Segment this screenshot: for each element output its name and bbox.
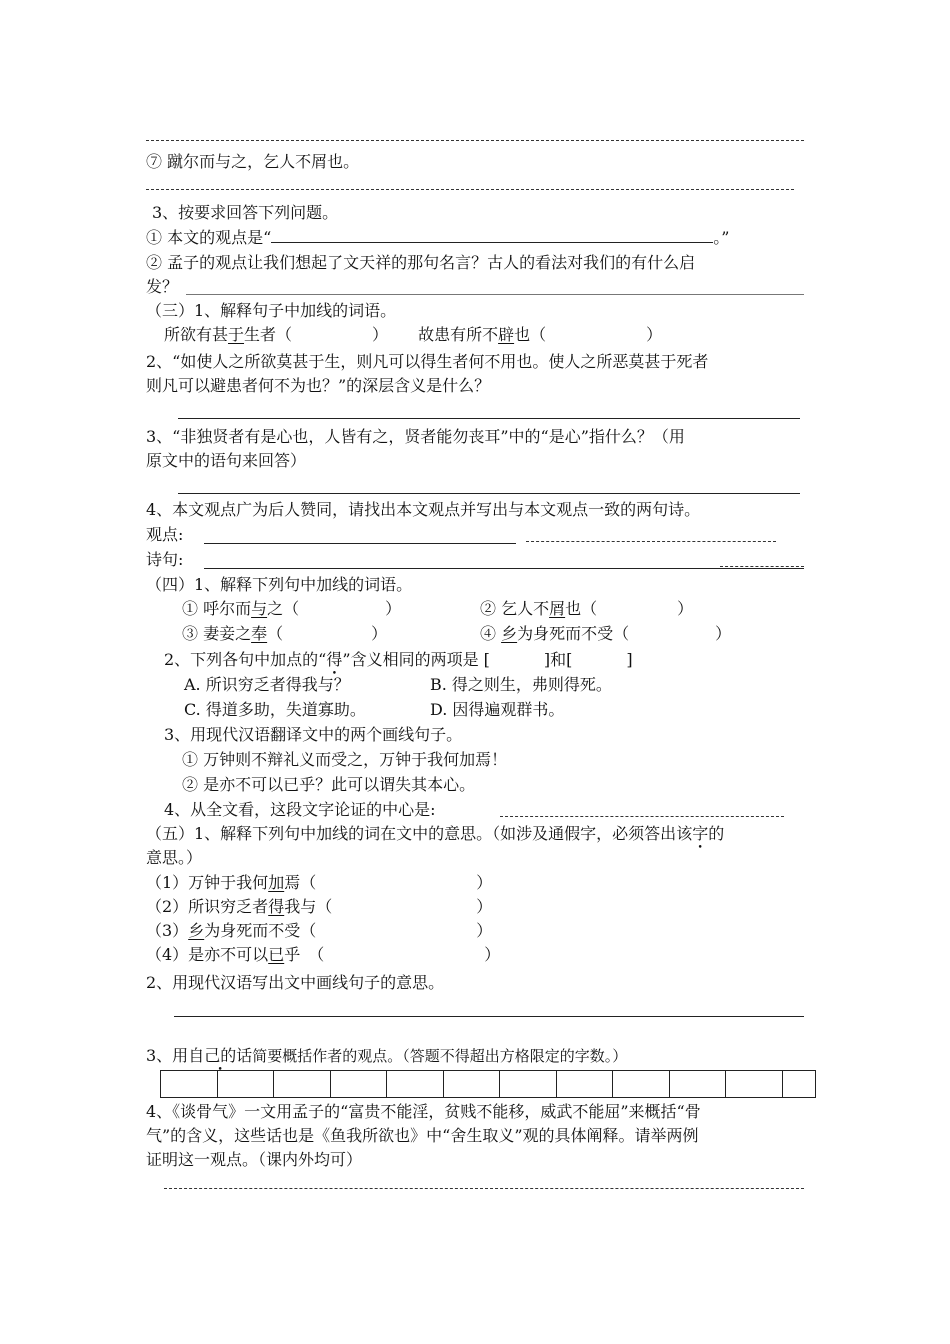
s4-q2-a: 2、下列各句中加点的“ <box>164 650 327 669</box>
s4-q1-4-close: ） <box>715 624 732 643</box>
s5-q1-1-pre: （1）万钟于我何 <box>146 873 269 892</box>
s3-q1b-key: 辟 <box>498 325 515 344</box>
s4-q1-4-post: 为身死而不受（ <box>517 624 630 643</box>
q3-1-prefix: ① 本文的观点是“ <box>146 228 272 247</box>
question-3-1 <box>146 228 729 248</box>
s4-q2-b: ”含义相同的两项是 [ <box>342 650 490 669</box>
s4-q1-3-key: 奉 <box>251 624 268 643</box>
section-4-q3-title: 3、用现代汉语翻译文中的两个画线句子。 <box>164 725 463 744</box>
section-5-q4-line1: 4、《谈骨气》一文用孟子的“富贵不能淫，贫贱不能移，威武不能屈”来概括“骨 <box>146 1102 701 1121</box>
answer-line-1 <box>146 140 804 141</box>
s5-q1-1-post: 焉（ <box>284 873 317 892</box>
view-answer-line[interactable] <box>204 543 516 544</box>
section-3-q1-title: （三）1、解释句子中加线的词语。 <box>146 301 397 320</box>
section-4-q2-title <box>164 650 633 670</box>
section-5-q1-3 <box>146 921 492 941</box>
s5-q1-3-post: 为身死而不受（ <box>204 921 317 940</box>
section-3-q2-line1: 2、“如使人之所欲莫甚于生，则凡可以得生者何不用也。使人之所恶莫甚于死者 <box>146 352 709 371</box>
s5-q1-dot: 该字的 <box>676 824 725 843</box>
s4-q1-2-pre: ② 乞人不 <box>480 599 550 618</box>
section-5-q2: 2、用现代汉语写出文中画线句子的意思。 <box>146 973 445 992</box>
q3-1-suffix: 。” <box>713 228 730 247</box>
section-4-q1-row1b <box>480 599 693 619</box>
s5-q1-2-pre: （2）所识穷乏者 <box>146 897 269 916</box>
option-d: D. 因得遍观群书。 <box>430 700 565 719</box>
grid-cell[interactable] <box>161 1071 218 1097</box>
poem-answer-line[interactable] <box>204 568 804 569</box>
section-4-q3-2: ② 是亦不可以已乎？此可以谓失其本心。 <box>182 775 476 794</box>
grid-cell[interactable] <box>557 1071 614 1097</box>
answer-line-4[interactable] <box>178 418 800 419</box>
grid-cell[interactable] <box>726 1071 783 1097</box>
s5-q3-dot: 自己的话 <box>188 1046 253 1065</box>
question-7: ⑦ 蹴尔而与之，乞人不屑也。 <box>146 152 360 171</box>
option-c: C. 得道多助，失道寡助。 <box>184 700 366 719</box>
section-3-q3-line1: 3、“非独贤者有是心也，人皆有之，贤者能勿丧耳”中的“是心”指什么？（用 <box>146 427 685 446</box>
option-a: A. 所识穷乏者得我与？ <box>184 675 350 694</box>
s4-q1-2-key: 屑 <box>549 599 566 618</box>
poem-label: 诗句: <box>146 550 184 569</box>
s4-q1-2-close: ） <box>677 599 694 618</box>
s5-q3-a: 3、用 <box>146 1046 189 1065</box>
question-3-2-line2: 发？ <box>146 277 179 296</box>
grid-cell[interactable] <box>613 1071 670 1097</box>
grid-cell[interactable] <box>218 1071 275 1097</box>
grid-cell[interactable] <box>387 1071 444 1097</box>
s4-q1-1-pre: ① 呼尔而 <box>182 599 252 618</box>
s3-q1a-key: 于 <box>228 325 245 344</box>
s4-q1-3-close: ） <box>371 624 388 643</box>
section-4-q1-row2b <box>480 624 731 644</box>
s5-q1-a: （五）1、解释下列句中加线的词在文中的意思。（如涉及通假字，必须答出 <box>146 824 677 843</box>
grid-cell[interactable] <box>331 1071 388 1097</box>
s5-q3-b: 简要概括作者的观点。（答题不得超出方格限定的字数。） <box>252 1047 628 1065</box>
section-5-q1-4 <box>146 945 500 965</box>
s3-q1a-pre: 所欲有甚 <box>164 325 229 344</box>
view-answer-line-dashed[interactable] <box>526 541 776 542</box>
s4-q1-2-post: 也（ <box>565 599 598 618</box>
question-3-title: 3、按要求回答下列问题。 <box>152 203 339 222</box>
section-5-q4-line3: 证明这一观点。（课内外均可） <box>146 1150 363 1169</box>
section-4-q1-title: （四）1、解释下列句中加线的词语。 <box>146 575 413 594</box>
answer-blank[interactable] <box>271 228 713 243</box>
s4-q2-c: ]和[ <box>543 650 573 669</box>
answer-line-2 <box>146 189 794 190</box>
s5-q1-4-pre: （4）是亦不可以 <box>146 945 269 964</box>
section-5-q1-1 <box>146 873 492 893</box>
s4-q1-3-pre: ③ 妻妾之 <box>182 624 252 643</box>
s4-q1-1-key: 与 <box>251 599 268 618</box>
s4-q2-d: ] <box>626 650 633 669</box>
answer-line-7[interactable] <box>174 1016 804 1017</box>
grid-cell[interactable] <box>783 1071 815 1097</box>
s4-q2-dot: 得 <box>326 650 343 669</box>
grid-cell[interactable] <box>274 1071 331 1097</box>
s5-q1-4-key: 已 <box>268 945 285 964</box>
s4-q1-3-post: （ <box>267 624 284 643</box>
answer-line-8[interactable] <box>164 1188 804 1189</box>
answer-line-5[interactable] <box>178 493 800 494</box>
section-4-q1-row1 <box>182 599 401 619</box>
section-4-q3-1: ① 万钟则不辩礼义而受之，万钟于我何加焉！ <box>182 750 508 769</box>
s3-q1a-close: ） <box>372 325 389 344</box>
grid-cell[interactable] <box>670 1071 727 1097</box>
section-3-q2-line2: 则凡可以避患者何不为也？”的深层含义是什么？ <box>146 376 491 395</box>
s4-q1-1-close: ） <box>385 599 402 618</box>
s3-q1b-post: 也（ <box>514 325 547 344</box>
s4-q1-1-post: 之（ <box>267 599 300 618</box>
section-4-q1-row2 <box>182 624 387 644</box>
s5-q1-2-key: 得 <box>268 897 285 916</box>
s4-q1-4-key: 乡 <box>501 624 518 643</box>
poem-answer-line-dashed[interactable] <box>720 566 804 567</box>
s5-q1-2-close: ） <box>476 897 493 916</box>
s5-q1-4-post: 乎 （ <box>284 945 325 964</box>
s5-q1-1-close: ） <box>476 873 493 892</box>
answer-grid[interactable] <box>160 1070 816 1098</box>
option-b: B. 得之则生，弗则得死。 <box>430 675 612 694</box>
question-3-2-line1: ② 孟子的观点让我们想起了文天祥的那句名言？古人的看法对我们的有什么启 <box>146 253 696 272</box>
grid-cell[interactable] <box>444 1071 501 1097</box>
section-5-q4-line2: 气”的含义，这些话也是《鱼我所欲也》中“舍生取义”观的具体阐释。请举两例 <box>146 1126 699 1145</box>
s5-q1-2-post: 我与（ <box>284 897 333 916</box>
s3-q1b-pre: 故患有所不 <box>418 325 499 344</box>
section-5-q3 <box>146 1046 627 1066</box>
section-3-q1-items <box>164 325 662 345</box>
answer-line-6[interactable] <box>500 816 784 817</box>
s5-q1-3-pre: （3） <box>146 921 189 940</box>
section-5-q1-2 <box>146 897 492 917</box>
s3-q1b-close: ） <box>646 325 663 344</box>
s5-q1-4-close: ） <box>484 945 501 964</box>
s5-q1-3-close: ） <box>476 921 493 940</box>
section-3-q3-line2: 原文中的语句来回答） <box>146 451 307 470</box>
section-4-q4: 4、从全文看，这段文字论证的中心是: <box>164 800 436 819</box>
s4-q1-4-pre: ④ <box>480 624 502 643</box>
s5-q1-1-key: 加 <box>268 873 285 892</box>
section-3-q4-line1: 4、本文观点广为后人赞同，请找出本文观点并写出与本文观点一致的两句诗。 <box>146 500 701 519</box>
grid-cell[interactable] <box>500 1071 557 1097</box>
s3-q1a-post: 生者（ <box>244 325 293 344</box>
view-label: 观点: <box>146 525 184 544</box>
section-5-q1-line2: 意思。） <box>146 848 203 867</box>
s5-q1-3-key: 乡 <box>188 921 205 940</box>
section-5-q1-line1 <box>146 824 724 844</box>
answer-line-3[interactable] <box>186 294 804 295</box>
